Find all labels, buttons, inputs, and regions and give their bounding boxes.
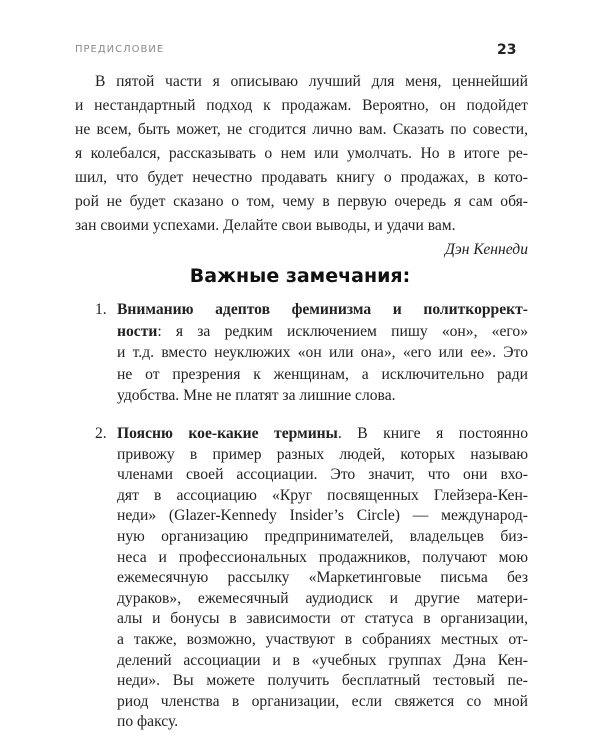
signature: Дэн Кеннеди: [444, 241, 528, 258]
preface-line: шил, что будет нечестно продавать книгу о продажах, в кото-: [75, 169, 528, 186]
item-line: [117, 300, 528, 320]
item-line: привожу в пример разных людей, которых называю: [117, 445, 528, 463]
item-number: 2.: [95, 425, 107, 442]
preface-line: и нестандартный подход к продажам. Вероятно, он подойдет: [75, 97, 528, 114]
item-line-last: по факсу.: [117, 713, 179, 731]
item-line: дят в ассоциацию «Круг посвященных Глейзера-Кен-: [117, 486, 528, 504]
item-line: а также, возможно, участвуют в собраниях местных от-: [117, 631, 528, 648]
item-line: не от презрения к женщинам, а исключительно ради: [117, 365, 528, 383]
item-line: ную организацию предпринимателей, владельцев биз-: [117, 528, 528, 545]
running-head: ПРЕДИСЛОВИЕ: [75, 44, 165, 55]
item-line: членами своей ассоциации. Это значит, что они вхо-: [117, 466, 528, 484]
item-line: [117, 322, 528, 342]
item-line: [117, 424, 528, 444]
item-text: : я за редким исключением пишу «он», «его»: [157, 322, 528, 340]
preface-line: рой не будет сказано о том, чему в первую очередь я сам обя-: [75, 193, 528, 210]
preface-line: В пятой части я описываю лучший для меня, ценнейший: [95, 73, 528, 90]
item-line: алы и бонусы в зависимости от статуса в организации,: [117, 610, 528, 628]
item-line: удобства. Мне не платят за лишние слова.: [117, 387, 396, 404]
item-bold-lead: Вниманию адептов феминизма и политкоррект-: [117, 301, 528, 318]
section-heading: Важные замечания:: [189, 265, 411, 287]
item-text: . В книге я постоянно: [337, 425, 528, 442]
preface-line: я колебался, рассказывать о нем или умолчать. Но в итоге ре-: [75, 145, 528, 162]
item-bold-lead: Поясню кое-какие термины: [117, 425, 338, 442]
item-line: риод членства в организации, если свяжется со мной: [117, 692, 528, 710]
item-line: ежемесячную рассылку «Маркетинговые письма без: [117, 569, 528, 587]
item-line: неди» (Glazer-Kennedy Insider’s Circle) — международ-: [117, 507, 528, 525]
item-line: неса и профессиональных продажников, получают мою: [117, 548, 528, 566]
item-line: и т.д. вместо неуклюжих «он или она», «его или ее». Это: [117, 344, 528, 361]
item-line: неди». Вы можете получить бесплатный тестовый пе-: [117, 672, 528, 690]
item-line: дураков», ежемесячный аудиодиск и другие матери-: [117, 589, 528, 607]
preface-line: зан своими успехами. Делайте свои выводы, и удачи вам.: [75, 217, 456, 234]
preface-line: не всем, быть может, не сгодится лично вам. Сказать по совести,: [75, 121, 528, 138]
item-line: делений ассоциации и в «учебных группах Дэна Кен-: [117, 651, 528, 669]
page-number: 23: [497, 42, 517, 58]
item-bold-tail: ности: [117, 322, 158, 340]
item-number: 1.: [95, 301, 107, 318]
